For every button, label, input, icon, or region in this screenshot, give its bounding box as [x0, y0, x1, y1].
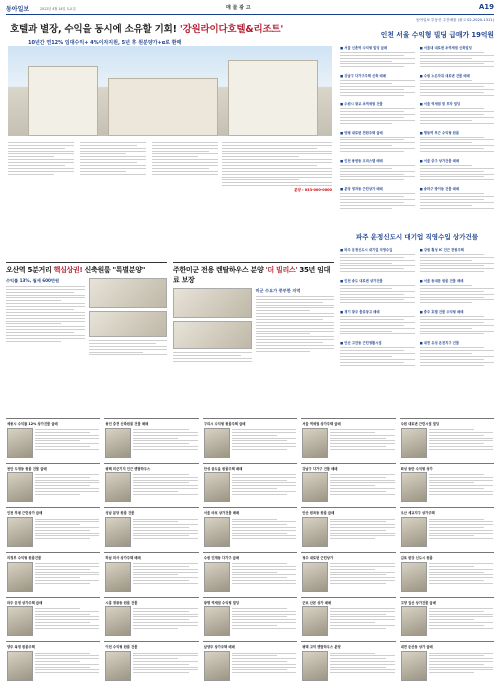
listing-item: [340, 278, 415, 305]
classified-title: 수원 인계동 다가구 급매: [203, 556, 240, 560]
right-column-section-b: [340, 232, 494, 372]
building-photo: [302, 606, 328, 636]
newspaper-name: 동아일보: [6, 6, 30, 13]
classified-grid: [6, 418, 494, 686]
listing-item: [340, 309, 415, 336]
listing-item: [340, 158, 415, 182]
main-headline: [6, 18, 334, 35]
classified-title: 대전 둔산동 상가 급매: [400, 645, 433, 650]
classified-title: 파주 운정 상가주택 급매: [7, 600, 43, 605]
listing-item: [340, 130, 415, 154]
listings-title: 인천 서울 수익형 빌딩 급매가 19억원: [380, 31, 494, 39]
listing-title: ■ 강남구 다가구주택 신축 매매: [340, 74, 386, 79]
classified-title: 서울 역세권 상가주택 급매: [302, 422, 341, 426]
classified-ad: [301, 641, 395, 686]
listing-title: ■ 서울대 대로변 초역세권 신축빌딩: [419, 46, 472, 50]
classified-title: 광명 역세권 수익형 빌딩: [203, 600, 240, 605]
listing-item: [420, 247, 495, 274]
classified-ad: [301, 552, 395, 597]
sub-advert-title: 오산역 5분거리 핵심상권! 신축원룸 "특별분양": [6, 266, 146, 274]
listing-item: [340, 101, 415, 125]
listing-title: ■ 수원시 광교 초역세권 건물: [340, 102, 383, 107]
listing-title: ■ 인천 송도 대로변 상가건물: [340, 279, 383, 284]
building-photo: [401, 606, 427, 636]
listing-title: ■ 파주 운정신도시 대기업 직영수입: [340, 248, 393, 252]
listing-item: [340, 247, 415, 274]
listing-title: ■ 수원 노른자위 대로변 건물 매매: [419, 74, 470, 79]
section-b-title: 파주 운정신도시 대기업 직영수입 상가건물: [355, 233, 479, 241]
building-photo: [302, 428, 328, 458]
classified-ad: [6, 597, 100, 642]
classified-ad: [104, 641, 198, 686]
classified-ad: [203, 418, 297, 463]
building-photo: [105, 562, 131, 592]
classified-title: 구리시 수익형 원룸주택 급매: [203, 422, 246, 426]
classified-title: 안산 원곡동 원룸 급매: [302, 511, 335, 516]
sub-advert-label: 수익률 13%, 월세 600만원: [6, 278, 60, 283]
sub-advert: [6, 262, 167, 412]
building-photo: [401, 562, 427, 592]
listing-title: ■ 명동역 부근 수익형 원룸: [419, 130, 460, 135]
building-photo: [204, 428, 230, 458]
building-photo: [7, 472, 33, 502]
classified-title: 양주 옥정 원룸주택: [7, 645, 35, 650]
classified-ad: [203, 507, 297, 552]
building-photo: [7, 651, 33, 681]
classified-ad: [400, 552, 494, 597]
building-photo: [105, 472, 131, 502]
building-photo: [204, 472, 230, 502]
classified-title: 고양 일산 상가건물 급매: [400, 600, 436, 605]
classified-title: 남양주 상가주택 매매: [203, 645, 235, 650]
listing-title: ■ 서울 동대문 원룸 건물 매매: [419, 279, 464, 284]
classified-ad: [104, 418, 198, 463]
main-body-text: [8, 140, 218, 230]
building-photo: [105, 517, 131, 547]
classified-title: 평택 고덕 렌탈하우스 분양: [302, 645, 341, 650]
classified-ad: [6, 507, 100, 552]
headline-highlight: '강원라이다호텔&리조트': [179, 24, 284, 35]
classified-title: 수원 대로변 근린시설 빌딩: [400, 422, 440, 426]
classified-title: 시흥 정왕동 원룸 건물: [105, 600, 138, 605]
listing-title: ■ 안산 고잔동 근린생활시설: [340, 341, 382, 346]
classified-title: 하남 미사 상가주택 매매: [105, 556, 141, 560]
building-photo: [173, 288, 252, 318]
listing-title: ■ 강원 횡성 IC 인근 전원주택: [419, 248, 464, 252]
classified-ad: [203, 552, 297, 597]
right-column-listings: [340, 18, 494, 214]
listing-title: ■ 대전 유성 온천지구 건물: [419, 341, 460, 346]
building-photo: [7, 428, 33, 458]
classified-title: 오산 세교지구 상가주택: [400, 511, 435, 516]
building-photo: [7, 517, 33, 547]
classified-ad: [203, 641, 297, 686]
building-illustration: [28, 66, 98, 136]
building-photo: [204, 606, 230, 636]
classified-title: 천안 두정동 원룸 건물 급매: [7, 466, 47, 471]
listing-title: ■ 서울 역세권 및 투자 빌딩: [419, 102, 461, 107]
building-photo: [302, 517, 328, 547]
building-photo: [401, 472, 427, 502]
listing-item: [420, 101, 495, 125]
classified-ad: [301, 507, 395, 552]
classified-ad: [400, 597, 494, 642]
listing-title: ■ 인천 용현동 오피스텔 매매: [340, 158, 383, 163]
classified-ad: [6, 552, 100, 597]
classified-title: 안성 공도읍 원룸주택 매매: [203, 466, 243, 471]
section-name: 매 물 광 고: [226, 5, 251, 11]
listing-item: [340, 73, 415, 97]
issue-date: 2012년 4월 14일 토요일: [40, 7, 76, 11]
sub-adverts: [6, 262, 334, 412]
listing-item: [420, 186, 495, 210]
classified-ad: [104, 507, 198, 552]
building-illustration: [228, 60, 318, 136]
interior-photos: [222, 140, 332, 193]
building-photo: [204, 517, 230, 547]
listing-item: [420, 73, 495, 97]
listings-banner: 동아일보 부동산 주간매물 (광고 02-2020-1311): [416, 18, 494, 22]
classified-ad: [301, 597, 395, 642]
classified-title: 군포 산본 상가 매매: [302, 600, 332, 605]
classified-ad: [203, 597, 297, 642]
masthead: [6, 3, 494, 15]
main-phone: 분양 : 033-000-0000: [294, 188, 332, 193]
listing-title: ■ 충주 호텔 건물 수익형 매매: [419, 310, 464, 315]
sub-advert-title: 주한미군 전용 렌탈하우스 분양 '더 빌리스' 35년 임대료 보장: [173, 266, 331, 284]
building-photo: [173, 321, 252, 349]
building-photo: [302, 562, 328, 592]
listing-title: ■ 송파구 방이동 건물 매매: [419, 187, 460, 192]
listing-title: ■ 양평 대로변 전원주택 급매: [340, 130, 383, 135]
classified-title: 청주 대로변 근린상가: [302, 556, 334, 560]
listing-title: ■ 경기 광주 물류창고 매매: [340, 310, 380, 315]
classified-ad: [301, 463, 395, 508]
building-photo: [401, 428, 427, 458]
classified-title: 김포 한강 신도시 원룸: [400, 556, 433, 560]
building-photo: [401, 517, 427, 547]
listing-item: [420, 45, 495, 69]
classified-ad: [6, 418, 100, 463]
classified-title: 의정부 수익형 원룸건물: [7, 556, 42, 560]
classified-ad: [400, 418, 494, 463]
listing-item: [340, 186, 415, 210]
classified-title: 인천 부평 근린상가 급매: [7, 511, 43, 516]
main-subhead: 10년간 연12% 임대수익+ 4%이자지원, 5년 후 원분양가+α로 환매: [28, 40, 182, 46]
building-photo: [7, 606, 33, 636]
listing-title: ■ 서울 신촌역 수익형 빌딩 급매: [340, 46, 388, 50]
classified-ad: [203, 463, 297, 508]
classified-title: 세종시 수익률 12% 상가건물 급매: [7, 422, 58, 426]
classified-title: 이천 수익형 원룸 건물: [105, 645, 138, 650]
classified-title: 강남구 다가구 건물 매매: [302, 466, 338, 471]
classified-title: 용인 중견 신축원룸 건물 매매: [105, 422, 149, 426]
listing-item: [340, 340, 415, 367]
page-number: A19: [478, 3, 494, 11]
listing-title: ■ 분당 정자동 근린상가 매매: [340, 187, 383, 192]
building-photo: [89, 278, 168, 308]
classified-ad: [400, 463, 494, 508]
sub-advert: [173, 262, 334, 412]
building-photo: [105, 651, 131, 681]
hotel-photo: [8, 46, 332, 136]
building-photo: [401, 651, 427, 681]
classified-ad: [6, 463, 100, 508]
building-photo: [302, 472, 328, 502]
building-photo: [7, 562, 33, 592]
sub-advert-label: 미군 수요가 풍부한 지역: [255, 288, 301, 293]
classified-ad: [104, 597, 198, 642]
listing-item: [420, 130, 495, 154]
building-photo: [89, 311, 168, 337]
building-photo: [204, 562, 230, 592]
building-photo: [302, 651, 328, 681]
building-illustration: [108, 78, 218, 136]
listing-grid: [340, 247, 494, 372]
classified-title: 성남 분당 원룸 건물: [105, 511, 135, 516]
listing-item: [420, 309, 495, 336]
listing-item: [420, 340, 495, 367]
listing-item: [420, 158, 495, 182]
building-photo: [204, 651, 230, 681]
building-photo: [105, 606, 131, 636]
classified-ad: [104, 552, 198, 597]
headline-text: 호텔과 별장, 수익을 동시에 소유할 기회!: [10, 24, 177, 35]
classified-ad: [400, 507, 494, 552]
classified-ad: [301, 418, 395, 463]
classified-ad: [400, 641, 494, 686]
listing-item: [340, 45, 415, 69]
classified-title: 평택 미군기지 인근 렌탈하우스: [105, 466, 151, 471]
classified-title: 서울 마포 상가건물 매매: [203, 511, 240, 516]
building-photo: [105, 428, 131, 458]
classified-ad: [104, 463, 198, 508]
classified-title: 화성 동탄 수익형 상가: [400, 466, 433, 471]
classified-ad: [6, 641, 100, 686]
listing-grid: [340, 45, 494, 214]
listing-item: [420, 278, 495, 305]
listing-title: ■ 서울 중구 상가건물 매매: [419, 158, 460, 163]
